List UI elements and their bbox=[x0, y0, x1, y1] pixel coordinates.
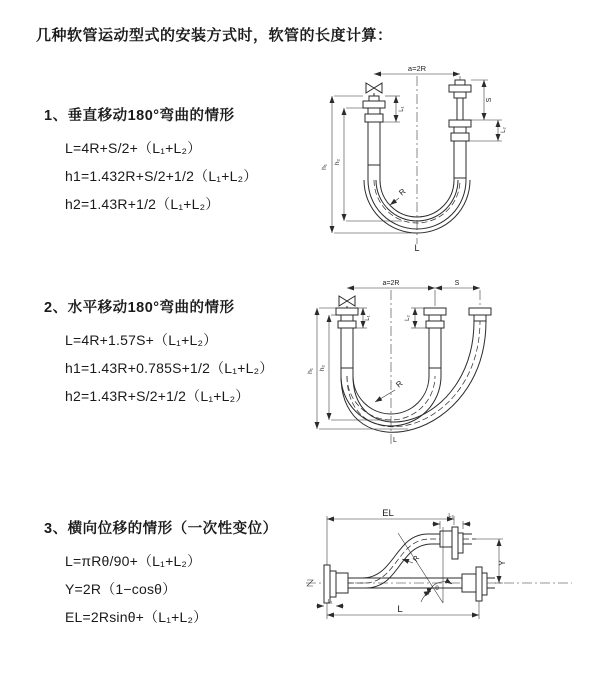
dimension-width-2r bbox=[347, 280, 435, 288]
diagram-vertical-180-bend bbox=[312, 62, 570, 257]
dimension-s bbox=[471, 80, 502, 120]
formula-length: L=4R+1.57S+（L₁+L₂） bbox=[65, 332, 218, 348]
dim-l1-label: L₁ bbox=[399, 106, 405, 112]
dim-l1-label: L₁ bbox=[327, 599, 333, 605]
right-end-fitting-lower bbox=[449, 120, 471, 141]
formula-el: EL=2Rsinθ+（L₁+L₂） bbox=[65, 609, 208, 625]
formula-length: L=πRθ/90+（L₁+L₂） bbox=[65, 553, 202, 569]
dimension-l bbox=[327, 601, 479, 619]
dim-l2-label: L₂ bbox=[405, 315, 411, 321]
dimension-s bbox=[435, 280, 480, 306]
formula-h2: h2=1.43R+1/2（L₁+L₂） bbox=[65, 196, 220, 212]
hose-displaced-position bbox=[348, 534, 440, 588]
dim-width-label: a=2R bbox=[407, 64, 427, 73]
left-flange-fitting bbox=[324, 565, 348, 603]
formula-h2: h2=1.43R+S/2+1/2（L₁+L₂） bbox=[65, 388, 250, 404]
diagram-horizontal-180-bend bbox=[303, 276, 593, 454]
section-horizontal-180-bend bbox=[44, 296, 314, 410]
dim-s-label: S bbox=[486, 97, 493, 103]
formula-h1: h1=1.43R+0.785S+1/2（L₁+L₂） bbox=[65, 360, 274, 376]
dimension-l1 bbox=[316, 599, 344, 606]
middle-end-fitting bbox=[424, 308, 446, 328]
left-end-fitting bbox=[363, 96, 385, 122]
dim-l-label: L bbox=[397, 604, 403, 615]
radius-callout bbox=[390, 187, 408, 205]
formula-length: L=4R+S/2+（L₁+L₂） bbox=[65, 140, 202, 156]
top-flange-fitting bbox=[440, 527, 476, 559]
dim-h2-label: h₂ bbox=[319, 364, 326, 372]
dim-h2-label: h₂ bbox=[334, 158, 341, 166]
formula-y: Y=2R（1−cosθ） bbox=[65, 581, 177, 597]
dim-theta-label: θ bbox=[435, 585, 439, 592]
diagram-lateral-displacement bbox=[300, 503, 588, 643]
formula-h1: h1=1.432R+S/2+1/2（L₁+L₂） bbox=[65, 168, 258, 184]
right-end-fitting bbox=[469, 308, 491, 321]
section-2-heading: 2、水平移动180°弯曲的情形 bbox=[44, 300, 235, 316]
dim-width-label: a=2R bbox=[382, 280, 400, 287]
dim-y-label: Y bbox=[498, 560, 507, 566]
section-lateral-displacement bbox=[44, 517, 314, 631]
right-flange-fitting bbox=[462, 567, 495, 601]
left-end-fitting bbox=[336, 308, 358, 328]
dimension-l1 bbox=[383, 96, 405, 122]
hose-swung-position bbox=[341, 321, 486, 432]
dim-h1-label: h₁ bbox=[321, 164, 328, 170]
radius-callout bbox=[375, 379, 405, 402]
section-vertical-180-bend bbox=[44, 104, 314, 218]
dim-l1-label: L₁ bbox=[365, 315, 371, 321]
dimension-h2 bbox=[319, 315, 391, 420]
valve-icon bbox=[366, 83, 382, 96]
dim-s-label: S bbox=[454, 280, 460, 287]
valve-icon bbox=[339, 296, 355, 308]
page-title: 几种软管运动型式的安装方式时，软管的长度计算： bbox=[36, 27, 393, 44]
section-1-heading: 1、垂直移动180°弯曲的情形 bbox=[44, 108, 235, 124]
dimension-el bbox=[327, 508, 454, 565]
dim-l2-label: L₂ bbox=[448, 513, 454, 519]
dim-h1-label: h₁ bbox=[307, 368, 314, 374]
dim-r-label: R bbox=[394, 378, 405, 390]
dimension-l2 bbox=[469, 120, 507, 141]
dim-r-label: R bbox=[410, 553, 422, 564]
dim-l-label: L bbox=[414, 243, 420, 253]
dim-el-label: EL bbox=[382, 508, 394, 519]
right-end-fitting-upper bbox=[449, 80, 471, 120]
dimension-l2 bbox=[405, 308, 426, 328]
dim-r-label: R bbox=[397, 186, 408, 198]
dim-l2-label: L₂ bbox=[501, 127, 507, 133]
section-3-heading: 3、横向位移的情形（一次性变位） bbox=[44, 521, 278, 537]
dim-l-label: L bbox=[393, 437, 397, 444]
